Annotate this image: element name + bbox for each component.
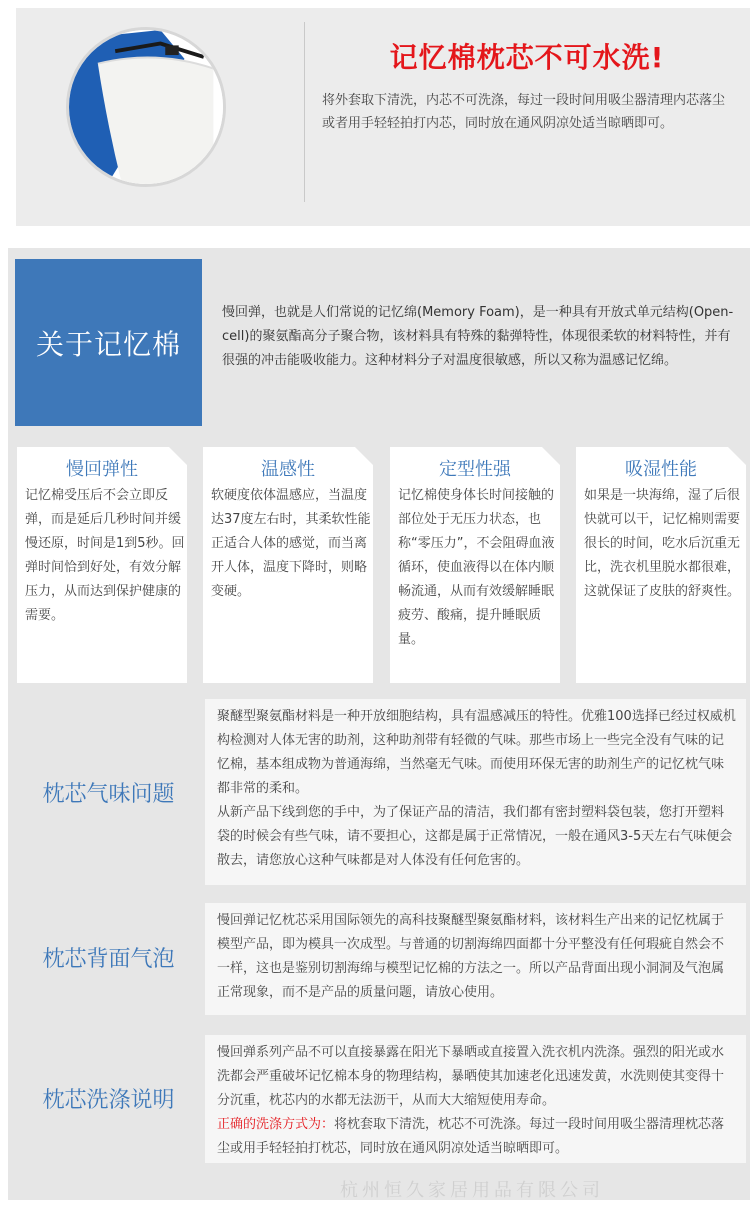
feature-card-thermal xyxy=(203,447,373,683)
company-watermark: 杭州恒久家居用品有限公司 xyxy=(340,1180,604,1201)
washing-text-box xyxy=(205,1035,746,1163)
washing-paragraph: 慢回弹系列产品不可以直接暴露在阳光下暴晒或直接置入洗衣机内洗涤。强烈的阳光或水洗都会严重破坏记忆棉本身的物理结构，暴晒使其加速老化迅速发黄，水洗则使其变得十分沉重，枕芯内的水都无法沥干，从而大大缩短使用寿命。 xyxy=(217,1045,725,1108)
feature-text: 如果是一块海绵，湿了后很快就可以干，记忆棉则需要很长的时间，吃水后沉重无比，洗衣机里脱水都很难，这就保证了皮肤的舒爽性。 xyxy=(584,488,741,599)
bubbles-text-box xyxy=(205,903,746,1015)
feature-title: 慢回弹性 xyxy=(66,459,138,480)
feature-card-shaping xyxy=(390,447,560,683)
about-memory-foam-text: 慢回弹，也就是人们常说的记忆绵(Memory Foam)，是一种具有开放式单元结构(Open-cell)的聚氨酯高分子聚合物，该材料具有特殊的黏弹特性，体现很柔软的材料特性，并有很强的冲击能吸收能力。这种材料分子对温度很敏感，所以又称为温感记忆绵。 xyxy=(222,305,734,368)
correct-method-label: 正确的洗涤方式为： xyxy=(217,1117,335,1132)
feature-card-slow-rebound xyxy=(17,447,187,683)
feature-text: 记忆棉受压后不会立即反弹，而是延后几秒时间并缓慢还原，时间是1到5秒。回弹时间恰到好处，有效分解压力，从而达到保护健康的需要。 xyxy=(25,488,185,623)
feature-card-moisture xyxy=(576,447,746,683)
feature-text: 软硬度依体温感应，当温度达37度左右时，其柔软性能正适合人体的感觉，而当离开人体，温度下降时，则略变硬。 xyxy=(211,488,371,599)
feature-title: 温感性 xyxy=(261,459,315,480)
odor-paragraph-2: 从新产品下线到您的手中，为了保证产品的清洁，我们都有密封塑料袋包装，您打开塑料袋的时候会有些气味，请不要担心，这都是属于正常情况，一般在通风3-5天左右气味便会散去，请您放心这种气味都是对人体没有任何危害的。 xyxy=(217,805,733,868)
feature-title: 吸湿性能 xyxy=(625,459,697,480)
bubbles-paragraph: 慢回弹记忆枕芯采用国际领先的高科技聚醚型聚氨酯材料，该材料生产出来的记忆枕属于模型产品，即为模具一次成型。与普通的切割海绵四面都十分平整没有任何瑕疵自然会不一样，这也是鉴别切割海绵与模型记忆棉的方法之一。所以产品背面出现小洞洞及气泡属正常现象，而不是产品的质量问题，请放心使用。 xyxy=(217,913,725,1000)
vertical-divider xyxy=(304,22,305,202)
bubbles-heading: 枕芯背面气泡 xyxy=(42,947,175,972)
washing-heading: 枕芯洗涤说明 xyxy=(42,1088,175,1113)
care-title: 记忆棉枕芯不可水洗! xyxy=(389,41,665,74)
odor-heading: 枕芯气味问题 xyxy=(42,782,175,807)
pillow-photo xyxy=(66,27,226,187)
washing-correct-method xyxy=(217,1113,736,1161)
about-memory-foam-heading: 关于记忆棉 xyxy=(15,259,202,426)
feature-text: 记忆棉使身体长时间接触的部位处于无压力状态，也称“零压力”，不会阻碍血液循环，使血液得以在体内顺畅流通，从而有效缓解睡眠疲劳、酸痛，提升睡眠质量。 xyxy=(398,488,555,647)
odor-paragraph-1: 聚醚型聚氨酯材料是一种开放细胞结构，具有温感减压的特性。优雅100选择已经过权威机构检测对人体无害的助剂，这种助剂带有轻微的气味。那些市场上一些完全没有气味的记忆棉，基本组成物为普通海绵，当然毫无气味。而使用环保无害的助剂生产的记忆枕气味都非常的柔和。 xyxy=(217,709,736,796)
feature-title: 定型性强 xyxy=(439,459,511,480)
correct-method-text: 将枕套取下清洗，枕芯不可洗涤。每过一段时间用吸尘器清理枕芯落尘或用手轻轻拍打枕芯，同时放在通风阴凉处适当晾晒即可。 xyxy=(217,1117,725,1156)
odor-text-box xyxy=(205,699,746,885)
pillow-illustration xyxy=(69,30,223,184)
care-text: 将外套取下清洗，内芯不可洗涤，每过一段时间用吸尘器清理内芯落尘或者用手轻轻拍打内芯，同时放在通风阴凉处适当晾晒即可。 xyxy=(322,93,726,131)
